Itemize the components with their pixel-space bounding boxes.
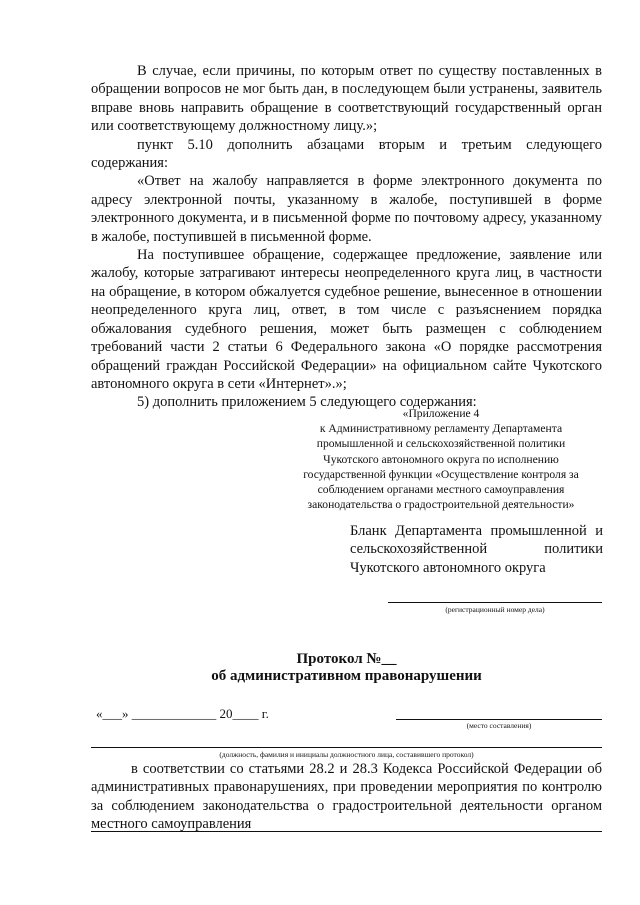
main-text	[91, 62, 602, 412]
appendix-header	[283, 406, 599, 512]
paragraph: пункт 5.10 дополнить абзацами вторым и третьим следующего содержания:	[91, 136, 602, 172]
paragraph: 5) дополнить приложением 5 следующего содержания:	[137, 394, 477, 411]
protocol-subtitle: об административном правонарушении	[211, 668, 482, 684]
date-field: «___» _____________ 20____ г.	[96, 706, 269, 721]
appendix-line: государственной функции «Осуществление контроля за	[303, 467, 579, 481]
appendix-line: к Административному регламенту Департамента	[319, 422, 563, 436]
paragraph: В случае, если причины, по которым ответ по существу поставленных в обращении вопросов не мог быть дан, в последующем были устранены, заявитель вправе вновь направить обращение в соответствующий государственный орган или соответствующему должностному лицу.»;	[91, 63, 602, 135]
paragraph: «Ответ на жалобу направляется в форме электронного документа по адресу электронной почты, указанному в жалобе, поступившей в форме электронного документа, и в письменной форме по почтовому адресу, указанному в жалобе, поступившей в письменной форме.	[91, 173, 602, 245]
appendix-line: законодательства о градостроительной деятельности»	[307, 498, 575, 512]
appendix-line: промышленной и сельскохозяйственной политики	[316, 437, 566, 451]
letterhead-line: Чукотского автономного округа	[350, 559, 546, 576]
bottom-line	[91, 831, 602, 832]
protocol-body: в соответствии со статьями 28.2 и 28.3 Кодекса Российской Федерации об административных правонарушениях, при проведении мероприятия по контролю за соблюдением законодательства о градостроительной деятельности органом местного самоуправления	[91, 761, 602, 833]
appendix-line: «Приложение 4	[402, 407, 480, 420]
appendix-line: соблюдением органами местного самоуправления	[317, 483, 565, 497]
official-line	[91, 747, 602, 748]
place-caption: (место составления)	[466, 721, 532, 730]
registration-number-line	[388, 602, 602, 603]
paragraph: На поступившее обращение, содержащее предложение, заявление или жалобу, которые затрагивают интересы неопределенного круга лиц, в частности на обращение, в котором обжалуется судебное решение, вынесенное в отношении неопределенного круга лиц, ответ, в том числе с разъяснением порядка обжалования судебного решения, может быть размещен с соблюдением требований части 2 статьи 6 Федерального закона «О порядке рассмотрения обращений граждан Российской Федерации» на официальном сайте Чукотского автономного округа в сети «Интернет».»;	[91, 247, 602, 392]
protocol-title: Протокол №__	[296, 651, 397, 667]
appendix-line: Чукотского автономного округа по исполнению	[323, 452, 559, 466]
place-line	[396, 719, 602, 720]
letterhead-line: Бланк Департамента промышленной и	[350, 523, 603, 539]
registration-number-caption: (регистрационный номер дела)	[445, 605, 545, 614]
letterhead-block	[350, 522, 603, 577]
official-caption: (должность, фамилия и инициалы должностного лица, составившего протокол)	[219, 750, 474, 759]
letterhead-line: сельскохозяйственной политики	[350, 541, 603, 558]
